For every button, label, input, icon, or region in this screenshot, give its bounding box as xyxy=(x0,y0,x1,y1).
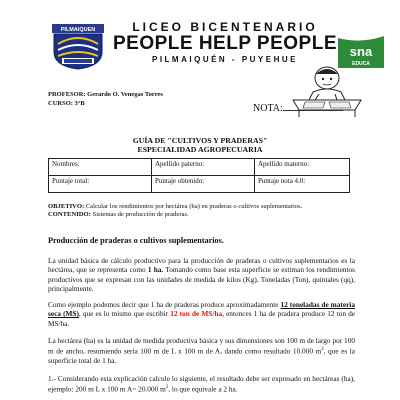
sna-text: sna xyxy=(349,44,373,59)
p2-text-c: , que es lo mismo que escribir xyxy=(78,309,171,319)
school-name-top: LICEO BICENTENARIO xyxy=(132,20,318,34)
section-title: Producción de praderas o cultivos suplementarios. xyxy=(48,236,224,245)
school-crest-logo xyxy=(48,22,108,70)
p2-text-b: 12 toneladas de materia seca (MS) xyxy=(48,300,355,319)
content-label: CONTENIDO: xyxy=(48,211,91,218)
content-text: Sistemas de producción de praderas. xyxy=(90,211,189,218)
school-name-main: PEOPLE HELP PEOPLE xyxy=(112,33,338,54)
paragraph-exercise xyxy=(48,374,355,394)
p1-text-b: 1 ha. xyxy=(147,265,164,275)
course-label: CURSO: 3°B xyxy=(48,100,85,107)
student-info-table xyxy=(48,158,350,193)
objective-line xyxy=(48,203,358,211)
p3-superscript: 2 xyxy=(321,347,324,353)
guide-title: GUÍA DE "CULTIVOS Y PRADERAS" xyxy=(132,136,268,145)
p4-text-b: , lo que equivale a 2 ha. xyxy=(168,384,238,394)
maternal-surname-cell[interactable]: Apellido materno: xyxy=(255,159,350,176)
p2-text-e: entonces 1 ha de pradera produce 12 ton de MS/ha. xyxy=(48,309,355,328)
p3-text-a: La hectárea (ha) es la unidad de medida productiva básica y sus dimensiones son 100 m de largo por 100 m de ancho, resumiendo sería 100 m de L x 100 m de A, dando como resultado 10.000 m xyxy=(48,336,355,356)
paternal-surname-cell[interactable]: Apellido paterno: xyxy=(152,159,255,176)
p3-text-b: , que es la superficie total de 1 ha. xyxy=(48,346,355,366)
table-row xyxy=(49,176,350,193)
teacher-name: PROFESOR: Gerardo O. Venegas Torres xyxy=(48,91,163,98)
paragraph-dimensions xyxy=(48,336,355,366)
p4-text-a: 1.- Considerando esta explicación calcule lo siguiente, el resultado debe ser expresado en hectáreas (ha), ejemplo: 200 m L x 100 m A= 20.000 m xyxy=(48,374,355,394)
p2-text-d: 12 ton de MS/ha, xyxy=(170,309,224,319)
names-cell[interactable]: Nombres: xyxy=(49,159,152,176)
school-location: PILMAIQUÉN - PUYEHUE xyxy=(151,55,298,64)
score-for-4-cell[interactable]: Puntaje nota 4.0: xyxy=(255,176,350,193)
p2-text-a: Como ejemplo podemos decir que 1 ha de praderas produce aproximadamente xyxy=(48,300,281,309)
paragraph-hectare-unit xyxy=(48,256,355,294)
grade-blank-line[interactable] xyxy=(283,110,343,111)
total-score-cell[interactable]: Puntaje total: xyxy=(49,176,152,193)
crest-text: PILMAIQUEN xyxy=(60,27,96,33)
table-row xyxy=(49,159,350,176)
specialty-title: ESPECIALIDAD AGROPECUARIA xyxy=(137,145,263,154)
objective-block xyxy=(48,203,358,219)
p1-text-a: La unidad básica de cálculo productivo para la producción de praderas o cultivos suplementarios es la hectárea, que se representa como xyxy=(48,256,355,275)
p4-superscript: 2 xyxy=(165,385,169,391)
obtained-score-cell[interactable]: Puntaje obtenido: xyxy=(152,176,255,193)
paragraph-example xyxy=(48,300,355,328)
objective-label: OBJETIVO: xyxy=(48,203,85,210)
p1-text-c: Tomando como base esta superficie se estiman los rendimientos productivos que se expresan con las unidades de medida de kilos (Kg), Toneladas (Ton), quintales (qq), principalmente. xyxy=(48,265,355,294)
sna-subtext: EDUCA xyxy=(352,61,370,67)
objective-text: Calcular los rendimientos por hectárea (ha) en praderas o cultivos suplementarios. xyxy=(84,203,303,210)
grade-label: NOTA: xyxy=(253,103,283,114)
content-line xyxy=(48,211,358,219)
teacher-course-info xyxy=(48,90,163,108)
